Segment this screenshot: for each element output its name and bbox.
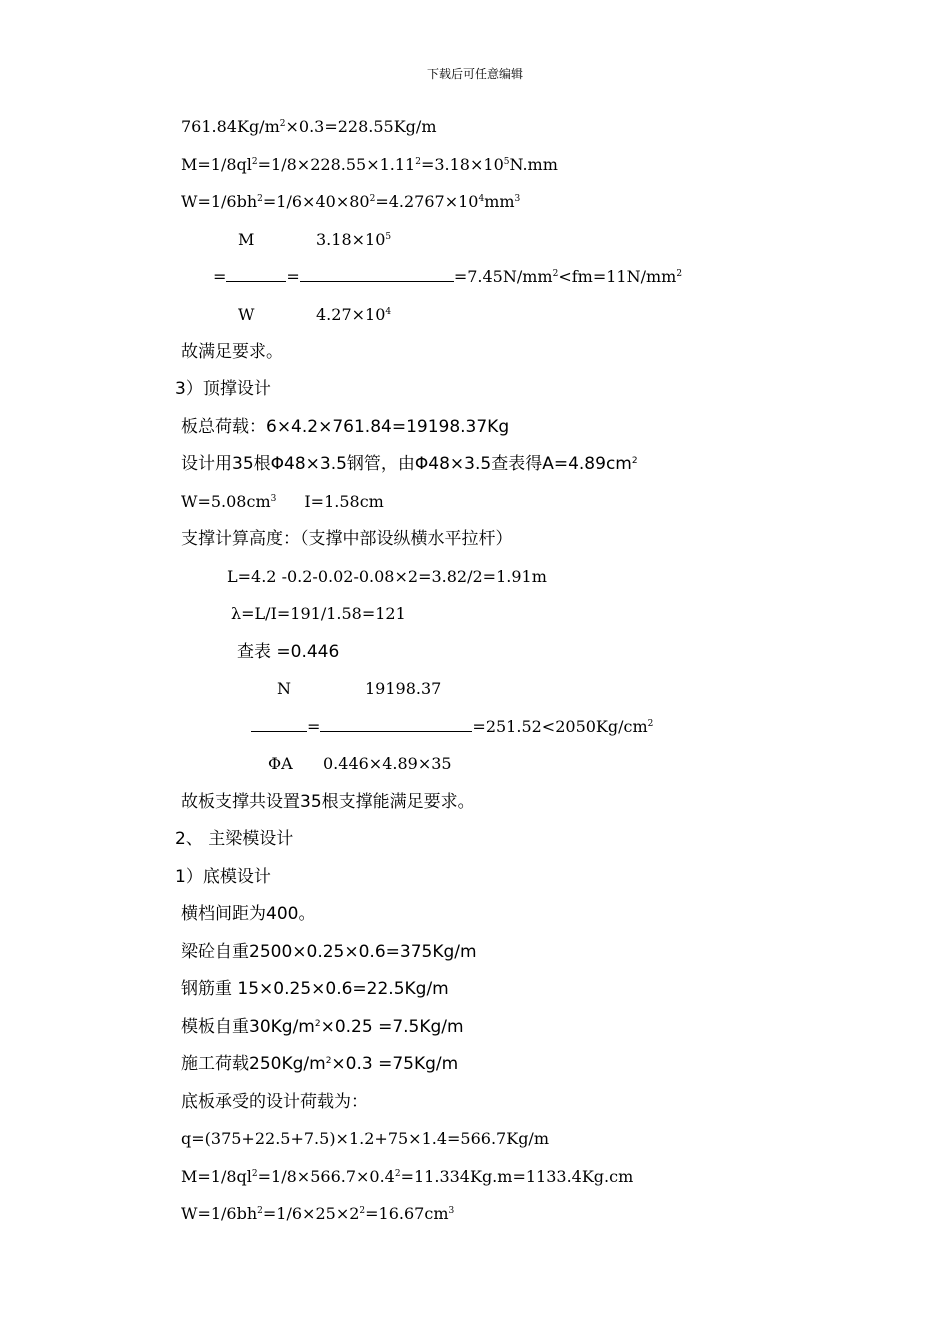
fraction-denominator-right: [316, 304, 391, 326]
text-run: 761.84Kg/m: [181, 117, 280, 136]
text-line: [181, 453, 638, 475]
text-line: λ=L/I=191/1.58=121: [231, 604, 406, 623]
text-run: mm: [484, 192, 515, 211]
superscript: 2: [676, 269, 683, 279]
text-run: =7.45N/mm: [453, 267, 553, 286]
superscript: 2: [415, 157, 421, 167]
superscript: 4: [478, 194, 485, 204]
text-line: [181, 1016, 464, 1038]
page-header-note: 下载后可任意编辑: [426, 67, 523, 81]
text-line: [181, 116, 436, 138]
superscript: 2: [647, 719, 654, 729]
superscript: 2: [257, 194, 263, 204]
fraction-denominator-left: ΦA: [268, 754, 293, 773]
text-line: [181, 1203, 454, 1225]
superscript: 2: [631, 456, 638, 466]
superscript: 4: [385, 307, 392, 317]
superscript: 3: [514, 194, 521, 204]
text-run: =1/6×25×2: [262, 1204, 360, 1223]
text-run: ×0.3 =75Kg/m: [331, 1054, 459, 1074]
fraction-bar: [320, 717, 472, 732]
superscript: 2: [394, 1169, 401, 1179]
superscript: 2: [279, 119, 286, 129]
text-run: =: [286, 267, 300, 286]
text-run: I=1.58cm: [304, 492, 384, 511]
superscript: 2: [257, 1206, 263, 1216]
text-run: =251.52<2050Kg/cm: [472, 717, 648, 736]
text-line: 故板支撑共设置35根支撑能满足要求。: [181, 792, 475, 812]
fraction-bar: [226, 267, 286, 282]
text-line: [181, 154, 558, 176]
text-line: 横档间距为400。: [181, 904, 316, 924]
superscript: 2: [251, 1169, 258, 1179]
text-run: =1/8×566.7×0.4: [257, 1167, 395, 1186]
superscript: 2: [552, 269, 559, 279]
text-run: =4.2767×10: [375, 192, 479, 211]
text-run: =3.18×10: [420, 155, 504, 174]
text-line: [181, 491, 384, 513]
superscript: 5: [503, 157, 510, 167]
text-run: N.mm: [509, 155, 558, 174]
superscript: 5: [385, 232, 392, 242]
fraction-numerator-left: N: [277, 679, 291, 698]
text-run: 模板自重30Kg/m: [181, 1017, 315, 1037]
fraction-numerator-right: 19198.37: [365, 679, 442, 698]
superscript: 2: [325, 1056, 332, 1066]
text-run: W=5.08cm: [181, 492, 271, 511]
text-run: 施工荷载250Kg/m: [181, 1054, 326, 1074]
text-line: [181, 191, 520, 213]
text-line: [181, 1166, 633, 1188]
superscript: 3: [448, 1206, 455, 1216]
superscript: 2: [359, 1206, 366, 1216]
fraction-line: [251, 716, 653, 738]
section-heading: 3）顶撑设计: [175, 379, 271, 399]
fraction-numerator-right: [316, 229, 391, 251]
section-heading: 2、 主梁模设计: [175, 829, 294, 849]
text-run: =1/8×228.55×1.11: [257, 155, 416, 174]
fraction-bar: [300, 267, 454, 282]
text-run: W=1/6bh: [181, 1204, 258, 1223]
text-run: =: [213, 267, 227, 286]
text-run: M=1/8ql: [181, 1167, 252, 1186]
text-run: 3.18×10: [316, 230, 386, 249]
fraction-bar: [251, 717, 307, 732]
text-line: 查表 =0.446: [237, 642, 340, 662]
text-line: 钢筋重 15×0.25×0.6=22.5Kg/m: [181, 979, 449, 999]
text-run: =1/6×40×80: [262, 192, 370, 211]
text-run: <fm=11N/mm: [558, 267, 677, 286]
text-line: 支撑计算高度：（支撑中部设纵横水平拉杆）: [181, 529, 513, 549]
text-run: ×0.3=228.55Kg/m: [285, 117, 437, 136]
text-run: 设计用35根Φ48×3.5钢管，由Φ48×3.5查表得A=4.89cm: [181, 454, 632, 474]
fraction-denominator-left: W: [238, 305, 255, 324]
text-line: [181, 1053, 458, 1075]
text-line: L=4.2 -0.2-0.02-0.08×2=3.82/2=1.91m: [227, 567, 547, 586]
superscript: 2: [314, 1019, 321, 1029]
text-run: M=1/8ql: [181, 155, 252, 174]
section-heading: 1）底模设计: [175, 867, 271, 887]
fraction-denominator-right: 0.446×4.89×35: [323, 754, 452, 773]
text-line: 梁砼自重2500×0.25×0.6=375Kg/m: [181, 942, 477, 962]
fraction-line: [213, 266, 682, 288]
text-line: 故满足要求。: [181, 342, 283, 362]
text-run: =16.67cm: [365, 1204, 449, 1223]
superscript: 3: [270, 494, 277, 504]
text-line: q=(375+22.5+7.5)×1.2+75×1.4=566.7Kg/m: [181, 1129, 549, 1148]
text-run: W=1/6bh: [181, 192, 258, 211]
superscript: 2: [369, 194, 376, 204]
text-run: 4.27×10: [316, 305, 386, 324]
text-run: ×0.25 =7.5Kg/m: [320, 1017, 464, 1037]
text-run: =: [307, 717, 321, 736]
superscript: 2: [251, 157, 258, 167]
text-run: =11.334Kg.m=1133.4Kg.cm: [400, 1167, 634, 1186]
fraction-numerator-left: M: [238, 230, 255, 249]
text-line: 板总荷载：6×4.2×761.84=19198.37Kg: [181, 417, 510, 437]
text-line: 底板承受的设计荷载为：: [181, 1092, 368, 1112]
